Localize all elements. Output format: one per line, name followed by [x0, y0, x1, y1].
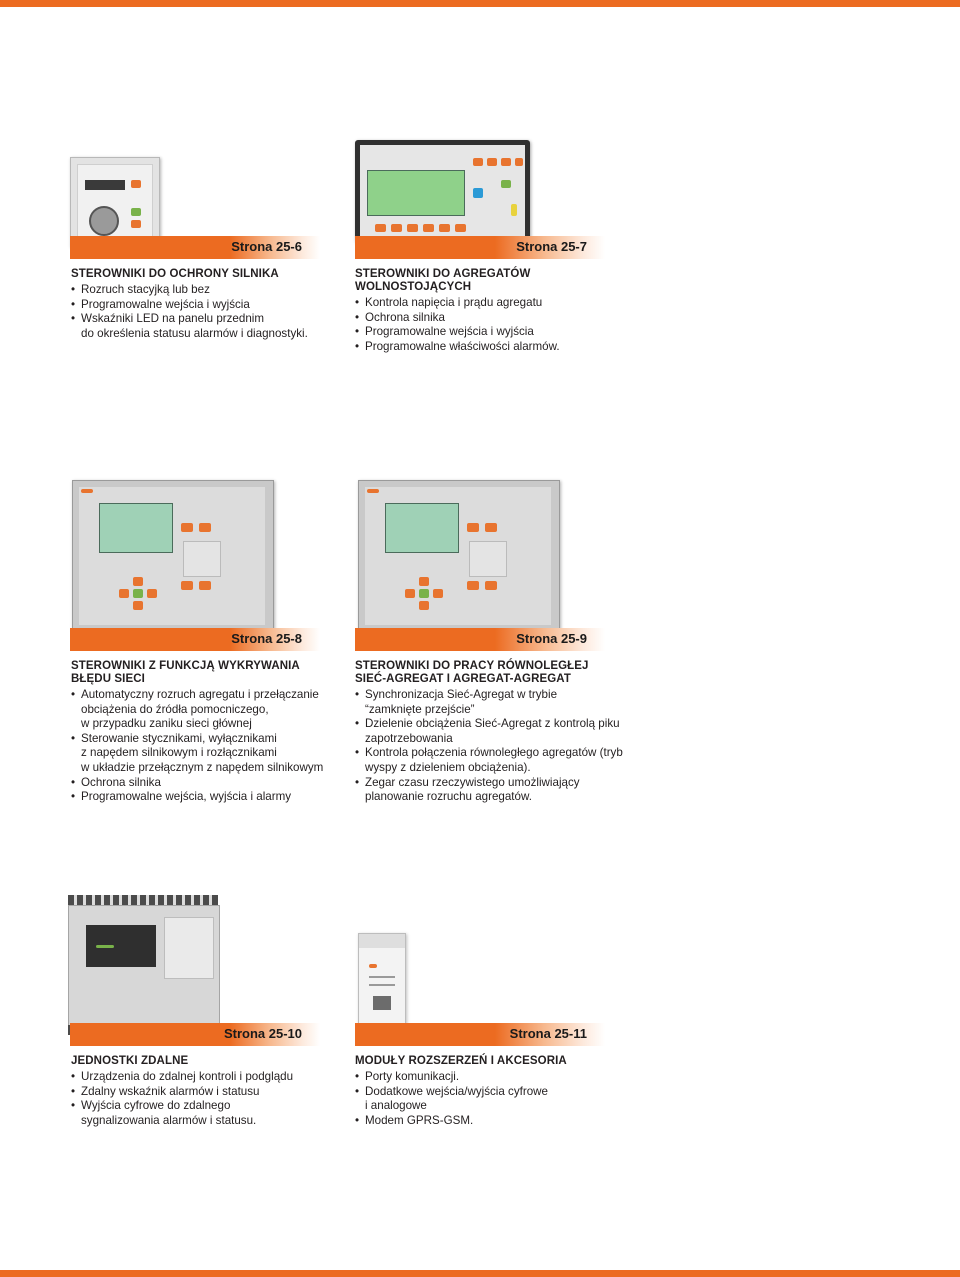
product-title: MODUŁY ROZSZERZEŃ I AKCESORIA [355, 1055, 567, 1067]
feature-item: • Dzielenie obciążenia Sieć-Agregat z kontrolą piku zapotrzebowania [355, 717, 645, 746]
product-description [71, 1055, 336, 1128]
feature-item: • Programowalne wejścia i wyjścia [71, 298, 336, 313]
product-title: JEDNOSTKI ZDALNE [71, 1055, 189, 1067]
top-accent-bar [0, 0, 960, 7]
feature-item: • Rozruch stacyjką lub bez [71, 283, 336, 298]
feature-item: • Ochrona silnika [71, 776, 346, 791]
product-description [71, 660, 346, 805]
product-title: STEROWNIKI DO OCHRONY SILNIKA [71, 268, 279, 280]
feature-item: • Zdalny wskaźnik alarmów i statusu [71, 1085, 336, 1100]
feature-item: • Wyjścia cyfrowe do zdalnego sygnalizowania alarmów i statusu. [71, 1099, 336, 1128]
feature-item: • Kontrola napięcia i prądu agregatu [355, 296, 645, 311]
feature-item: • Kontrola połączenia równoległego agregatów (tryb wyspy z dzieleniem obciążenia). [355, 746, 645, 775]
genset-controller-image [355, 140, 530, 243]
page-ref-bar [70, 628, 320, 651]
feature-item: • Urządzenia do zdalnej kontroli i podglądu [71, 1070, 336, 1085]
product-title: STEROWNIKI DO PRACY RÓWNOLEGŁEJ SIEĆ-AGREGAT I AGREGAT-AGREGAT [355, 660, 589, 685]
product-description [355, 1055, 620, 1128]
page-ref-label: Strona 25-6 [231, 239, 302, 254]
page-ref-label: Strona 25-9 [516, 631, 587, 646]
page-ref-bar [70, 1023, 320, 1046]
page-ref-label: Strona 25-7 [516, 239, 587, 254]
feature-item: • Synchronizacja Sieć-Agregat w trybie “zamknięte przejście” [355, 688, 645, 717]
product-title: STEROWNIKI Z FUNKCJĄ WYKRYWANIA BŁĘDU SIECI [71, 660, 300, 685]
parallel-controller-image [358, 480, 560, 632]
feature-item: • Sterowanie stycznikami, wyłącznikami z napędem silnikowym i rozłącznikami w układzie przełącznym z napędem silnikowym [71, 732, 346, 776]
mains-failure-controller-image [72, 480, 274, 632]
page-ref-label: Strona 25-10 [223, 1026, 302, 1041]
page-ref-bar [70, 236, 320, 259]
feature-item: • Porty komunikacji. [355, 1070, 620, 1085]
feature-item: • Automatyczny rozruch agregatu i przełączanie obciążenia do źródła pomocniczego, w przypadku zaniku sieci głównej [71, 688, 346, 732]
feature-item: • Zegar czasu rzeczywistego umożliwiający planowanie rozruchu agregatów. [355, 776, 645, 805]
page-ref-bar [355, 1023, 605, 1046]
page-ref-bar [355, 236, 605, 259]
feature-item: • Programowalne właściwości alarmów. [355, 340, 645, 355]
motor-protection-controller-image [70, 157, 160, 247]
page-ref-label: Strona 25-11 [509, 1026, 587, 1041]
bottom-accent-bar [0, 1270, 960, 1277]
feature-item: • Programowalne wejścia, wyjścia i alarmy [71, 790, 346, 805]
product-description [71, 268, 336, 341]
feature-item: • Modem GPRS-GSM. [355, 1114, 620, 1129]
page-ref-bar [355, 628, 605, 651]
product-title: STEROWNIKI DO AGREGATÓW WOLNOSTOJĄCYCH [355, 268, 531, 293]
feature-item: • Dodatkowe wejścia/wyjścia cyfrowe i analogowe [355, 1085, 620, 1114]
feature-item: • Wskaźniki LED na panelu przednim [71, 312, 336, 327]
page-ref-label: Strona 25-8 [231, 631, 302, 646]
feature-item: • Programowalne wejścia i wyjścia [355, 325, 645, 340]
feature-item: • Ochrona silnika [355, 311, 645, 326]
feature-item-continuation: do określenia statusu alarmów i diagnostyki. [81, 326, 308, 340]
product-description [355, 660, 645, 805]
product-description [355, 268, 645, 354]
expansion-module-image [358, 933, 406, 1035]
remote-unit-image [68, 895, 218, 1035]
